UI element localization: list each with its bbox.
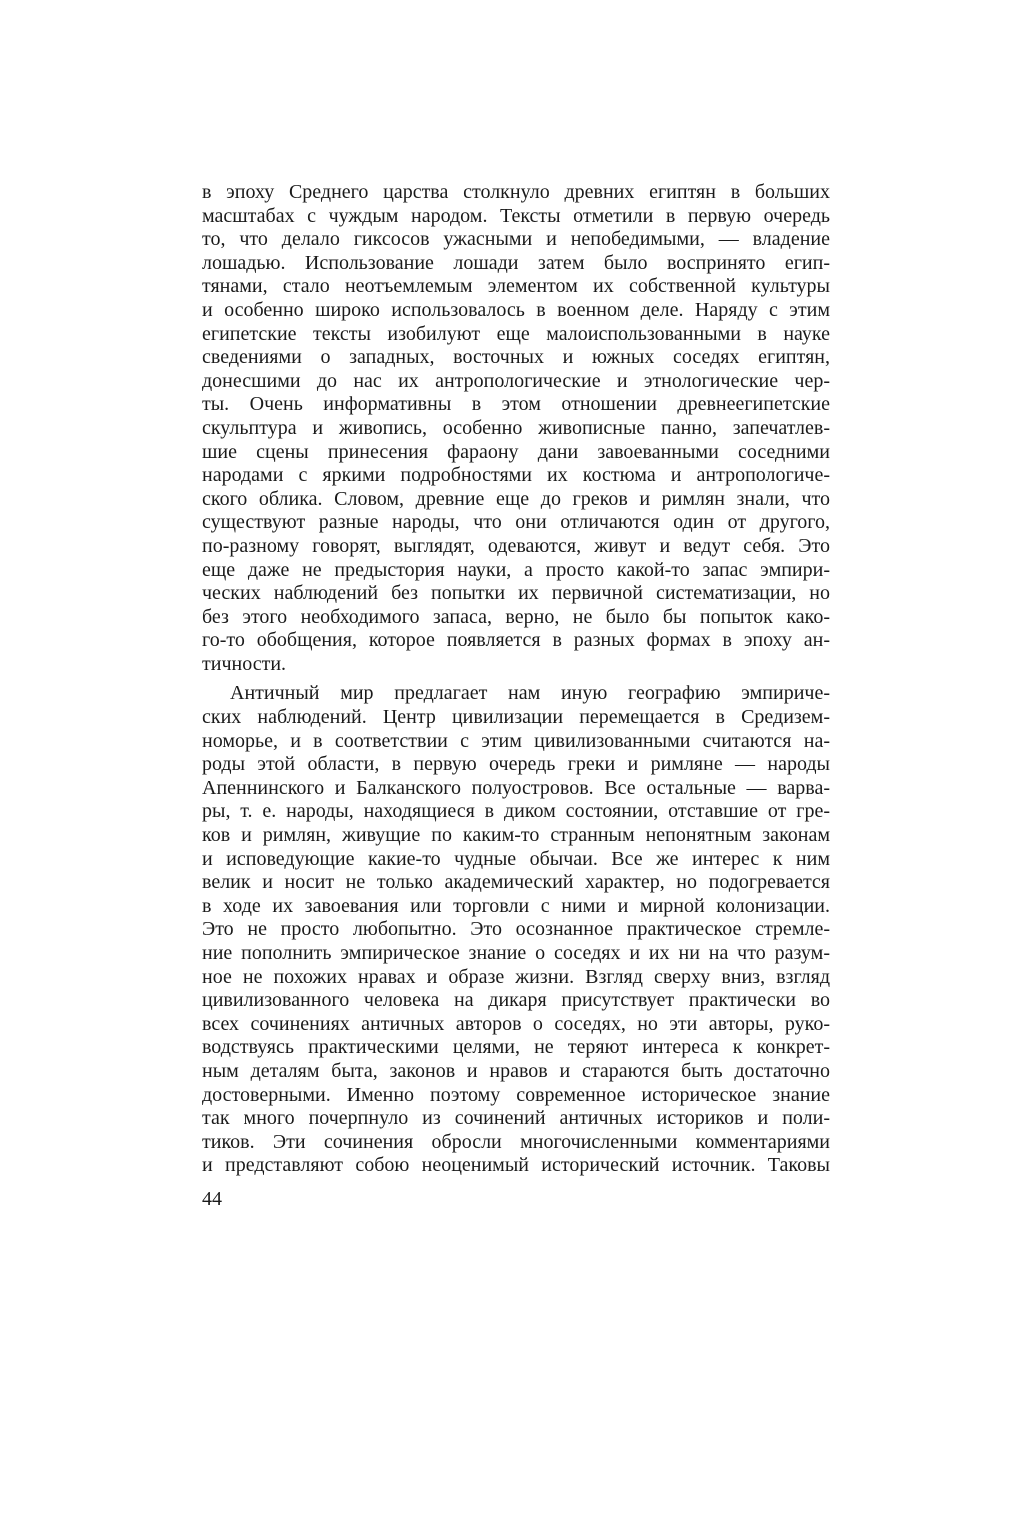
text-line: велик и носит не только академический характер, но подогревается xyxy=(202,871,830,894)
text-line: роды этой области, в первую очередь греки и римляне — народы xyxy=(202,753,830,776)
text-line: ты. Очень информативны в этом отношении древнеегипетские xyxy=(202,393,830,416)
text-line: и представляют собою неоценимый исторический источник. Таковы xyxy=(202,1154,830,1177)
text-line: сведениями о западных, восточных и южных соседях египтян, xyxy=(202,346,830,369)
text-line: ры, т. е. народы, находящиеся в диком состоянии, отставшие от гре- xyxy=(202,800,830,823)
page-number: 44 xyxy=(202,1188,222,1210)
text-line: еще даже не предыстория науки, а просто какой-то запас эмпири- xyxy=(202,558,830,581)
text-line: Это не просто любопытно. Это осознанное практическое стремле- xyxy=(202,918,830,941)
text-line: по-разному говорят, выглядят, одеваются, живут и ведут себя. Это xyxy=(202,534,830,557)
text-line: всех сочинениях античных авторов о соседях, но эти авторы, руко- xyxy=(202,1012,830,1035)
text-line: тичности. xyxy=(202,652,287,675)
text-line: шие сцены принесения фараону дани завоеванными соседними xyxy=(202,440,830,463)
text-line: го-то обобщения, которое появляется в разных формах в эпоху ан- xyxy=(202,629,830,652)
text-line: ние пополнить эмпирическое знание о соседях и их ни на что разум- xyxy=(202,942,830,964)
text-line: в ходе их завоевания или торговли с ними и мирной колонизации. xyxy=(202,894,830,917)
text-line: масштабах с чуждым народом. Тексты отметили в первую очередь xyxy=(202,204,830,227)
text-line: Античный мир предлагает нам иную географию эмпириче- xyxy=(230,682,830,705)
body-text xyxy=(202,181,830,1178)
text-line: цивилизованного человека на дикаря присутствует практически во xyxy=(202,989,830,1012)
paragraph xyxy=(202,181,830,676)
text-line: ным деталям быта, законов и нравов и стараются быть достаточно xyxy=(202,1059,830,1082)
text-line: ского облика. Словом, древние еще до греков и римлян знали, что xyxy=(202,487,830,510)
text-line: египетские тексты изобилуют еще малоиспользованными в науке xyxy=(202,322,830,345)
text-line: так много почерпнуло из сочинений античных историков и поли- xyxy=(202,1107,830,1130)
text-line: донесшими до нас их антропологические и этнологические чер- xyxy=(202,369,830,392)
text-line: ских наблюдений. Центр цивилизации перемещается в Средизем- xyxy=(202,706,830,729)
text-line: и особенно широко использовалось в военном деле. Наряду с этим xyxy=(202,298,830,321)
text-line: ческих наблюдений без попытки их первичной систематизации, но xyxy=(202,582,830,605)
text-line: и исповедующие какие-то чудные обычаи. Все же интерес к ним xyxy=(202,847,830,870)
text-line: номорье, и в соответствии с этим цивилизованными считаются на- xyxy=(202,729,830,752)
text-line: водствуясь практическими целями, не теряют интереса к конкрет- xyxy=(202,1036,830,1059)
text-line: народами с яркими подробностями их костюма и антропологиче- xyxy=(202,464,830,487)
text-line: Апеннинского и Балканского полуостровов. Все остальные — варва- xyxy=(202,776,830,799)
text-line: существуют разные народы, что они отличаются один от другого, xyxy=(202,511,830,534)
text-line: без этого необходимого запаса, верно, не было бы попыток како- xyxy=(202,605,830,628)
text-line: лошадью. Использование лошади затем было воспринято егип- xyxy=(202,251,830,274)
text-line: скульптура и живопись, особенно живописные панно, запечатлев- xyxy=(202,416,830,439)
text-line: тиков. Эти сочинения обросли многочисленными комментариями xyxy=(202,1130,830,1153)
text-line: ков и римлян, живущие по каким-то странным непонятным законам xyxy=(202,824,830,847)
text-line: ное не похожих нравах и образе жизни. Взгляд сверху вниз, взгляд xyxy=(202,965,830,988)
paragraph xyxy=(202,682,830,1177)
text-line: достоверными. Именно поэтому современное историческое знание xyxy=(202,1083,830,1106)
text-line: в эпоху Среднего царства столкнуло древних египтян в больших xyxy=(202,181,830,203)
text-line: тянами, стало неотъемлемым элементом их собственной культуры xyxy=(202,275,830,298)
text-line: то, что делало гиксосов ужасными и непобедимыми, — владение xyxy=(202,228,830,251)
